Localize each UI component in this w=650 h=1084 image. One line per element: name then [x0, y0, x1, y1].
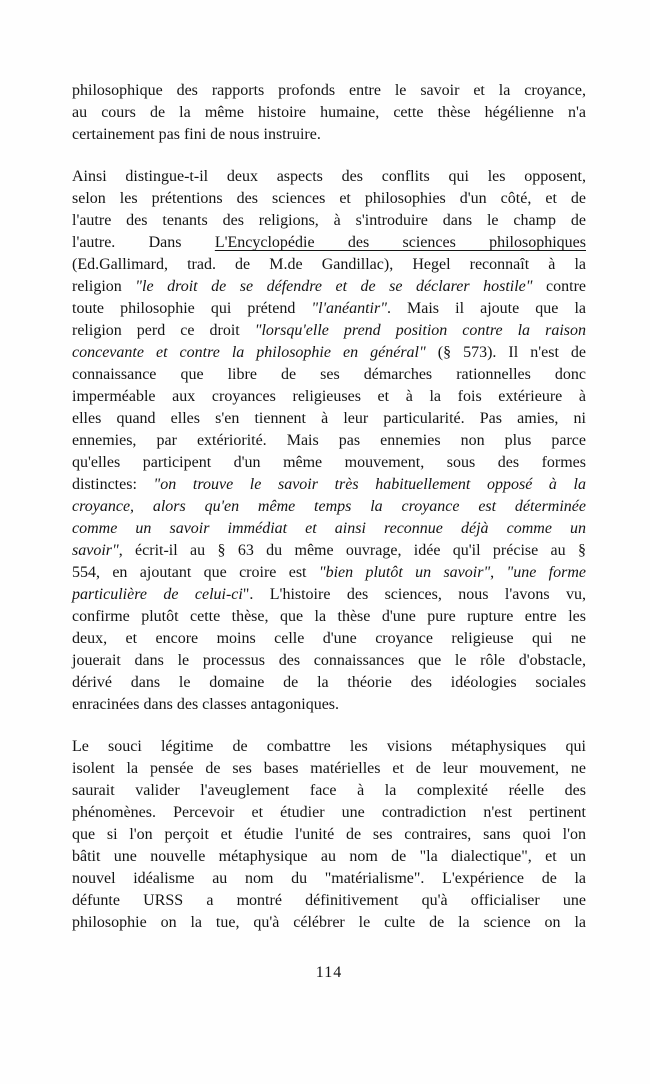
- text-line: [72, 210, 586, 232]
- text-line: [72, 540, 586, 562]
- text-line: [72, 430, 586, 452]
- text-line: [72, 780, 586, 802]
- text-segment: comme un savoir immédiat et ainsi reconnue déjà comme un: [72, 520, 586, 537]
- text-line: [72, 694, 586, 716]
- text-line: [72, 736, 586, 758]
- text-segment: distinctes:: [72, 476, 154, 493]
- text-line: [72, 802, 586, 824]
- text-segment: "lorsqu'elle prend position contre la raison: [254, 322, 586, 339]
- text-segment: isolent la pensée de ses bases matérielles et de leur mouvement, ne: [72, 760, 586, 777]
- text-line: [72, 912, 586, 934]
- text-segment: imperméable aux croyances religieuses et à la fois extérieure à: [72, 388, 586, 405]
- text-line: [72, 672, 586, 694]
- text-segment: "le droit de se défendre et de se déclarer hostile": [135, 278, 533, 295]
- text-line: [72, 650, 586, 672]
- text-segment: "l'anéantir": [311, 300, 387, 317]
- text-segment: dérivé dans le domaine de la théorie des idéologies sociales: [72, 674, 586, 691]
- text-line: [72, 298, 586, 320]
- text-block: [72, 80, 586, 954]
- text-line: [72, 496, 586, 518]
- text-segment: Le souci légitime de combattre les visions métaphysiques qui: [72, 738, 586, 755]
- text-line: [72, 628, 586, 650]
- page-number: 114: [315, 964, 343, 981]
- text-segment: , écrit-il au § 63 du même ouvrage, idée qu'il précise au §: [118, 542, 586, 559]
- text-line: [72, 758, 586, 780]
- text-segment: croyance, alors qu'en même temps la croyance est déterminée: [72, 498, 586, 515]
- text-line: [72, 386, 586, 408]
- text-segment: (§ 573). Il n'est de: [425, 344, 587, 361]
- text-line: [72, 188, 586, 210]
- text-segment: contre: [532, 278, 586, 295]
- text-segment: (Ed.Gallimard, trad. de M.de Gandillac), Hegel reconnaît à la: [72, 256, 586, 273]
- text-segment: toute philosophie qui prétend: [72, 300, 312, 317]
- text-segment: Ainsi distingue-t-il deux aspects des conflits qui les opposent,: [72, 168, 586, 185]
- text-segment: . Mais il ajoute que la: [386, 300, 587, 317]
- text-line: [72, 80, 586, 102]
- text-line: [72, 124, 586, 146]
- text-segment: ,: [490, 564, 507, 581]
- text-line: [72, 232, 586, 254]
- text-segment: au cours de la même histoire humaine, cette thèse hégélienne n'a: [72, 104, 586, 121]
- text-segment: que si l'on perçoit et étudie l'unité de ses contraires, sans quoi l'on: [72, 826, 586, 843]
- text-segment: philosophique des rapports profonds entre le savoir et la croyance,: [72, 82, 586, 99]
- text-line: [72, 518, 586, 540]
- text-segment: connaissance que libre de ses démarches rationnelles donc: [72, 366, 586, 383]
- text-segment: L'Encyclopédie des sciences philosophiques: [214, 234, 586, 251]
- text-segment: défunte URSS a montré définitivement qu'à officialiser une: [72, 892, 586, 909]
- text-line: [72, 452, 586, 474]
- text-segment: "bien plutôt un savoir": [318, 564, 491, 581]
- text-segment: l'autre des tenants des religions, à s'introduire dans le champ de: [72, 212, 586, 229]
- text-line: [72, 364, 586, 386]
- text-line: [72, 276, 586, 298]
- text-segment: l'autre. Dans: [72, 234, 215, 251]
- text-line: [72, 474, 586, 496]
- text-segment: phénomènes. Percevoir et étudier une contradiction n'est pertinent: [72, 804, 586, 821]
- text-segment: savoir": [72, 542, 119, 559]
- text-line: [72, 254, 586, 276]
- text-line: [72, 342, 586, 364]
- text-line: [72, 584, 586, 606]
- paragraph: [72, 80, 586, 146]
- paragraph: [72, 736, 586, 934]
- text-segment: religion: [72, 278, 136, 295]
- text-segment: particulière de celui-ci: [72, 586, 243, 603]
- text-segment: "on trouve le savoir très habituellement opposé à la: [153, 476, 587, 493]
- text-line: [72, 868, 586, 890]
- text-segment: jouerait dans le processus des connaissances que le rôle d'obstacle,: [72, 652, 586, 669]
- text-segment: confirme plutôt cette thèse, que la thèse d'une pure rupture entre les: [72, 608, 586, 625]
- text-line: [72, 166, 586, 188]
- text-segment: qu'elles participent d'un même mouvement, sous des formes: [72, 454, 586, 471]
- text-line: [72, 890, 586, 912]
- text-segment: deux, et encore moins celle d'une croyance religieuse qui ne: [72, 630, 586, 647]
- text-segment: selon les prétentions des sciences et philosophies d'un côté, et de: [72, 190, 586, 207]
- text-line: [72, 102, 586, 124]
- text-line: [72, 824, 586, 846]
- text-segment: certainement pas fini de nous instruire.: [72, 126, 321, 143]
- text-segment: nouvel idéalisme au nom du "matérialisme". L'expérience de la: [72, 870, 586, 887]
- text-segment: bâtit une nouvelle métaphysique au nom de "la dialectique", et un: [72, 848, 586, 865]
- text-segment: enracinées dans des classes antagoniques.: [72, 696, 340, 713]
- text-line: [72, 562, 586, 584]
- text-segment: ennemies, par extériorité. Mais pas ennemies non plus parce: [72, 432, 586, 449]
- text-segment: 554, en ajoutant que croire est: [72, 564, 319, 581]
- text-line: [72, 320, 586, 342]
- text-line: [72, 606, 586, 628]
- text-line: [72, 408, 586, 430]
- text-segment: concevante et contre la philosophie en général": [72, 344, 426, 361]
- text-segment: saurait valider l'aveuglement face à la complexité réelle des: [72, 782, 586, 799]
- text-segment: ". L'histoire des sciences, nous l'avons vu,: [242, 586, 586, 603]
- text-segment: "une forme: [506, 564, 586, 581]
- text-segment: philosophie on la tue, qu'à célébrer le culte de la science on la: [72, 914, 586, 931]
- paragraph: [72, 166, 586, 716]
- text-segment: elles quand elles s'en tiennent à leur particularité. Pas amies, ni: [72, 410, 586, 427]
- text-segment: religion perd ce droit: [72, 322, 255, 339]
- text-line: [72, 846, 586, 868]
